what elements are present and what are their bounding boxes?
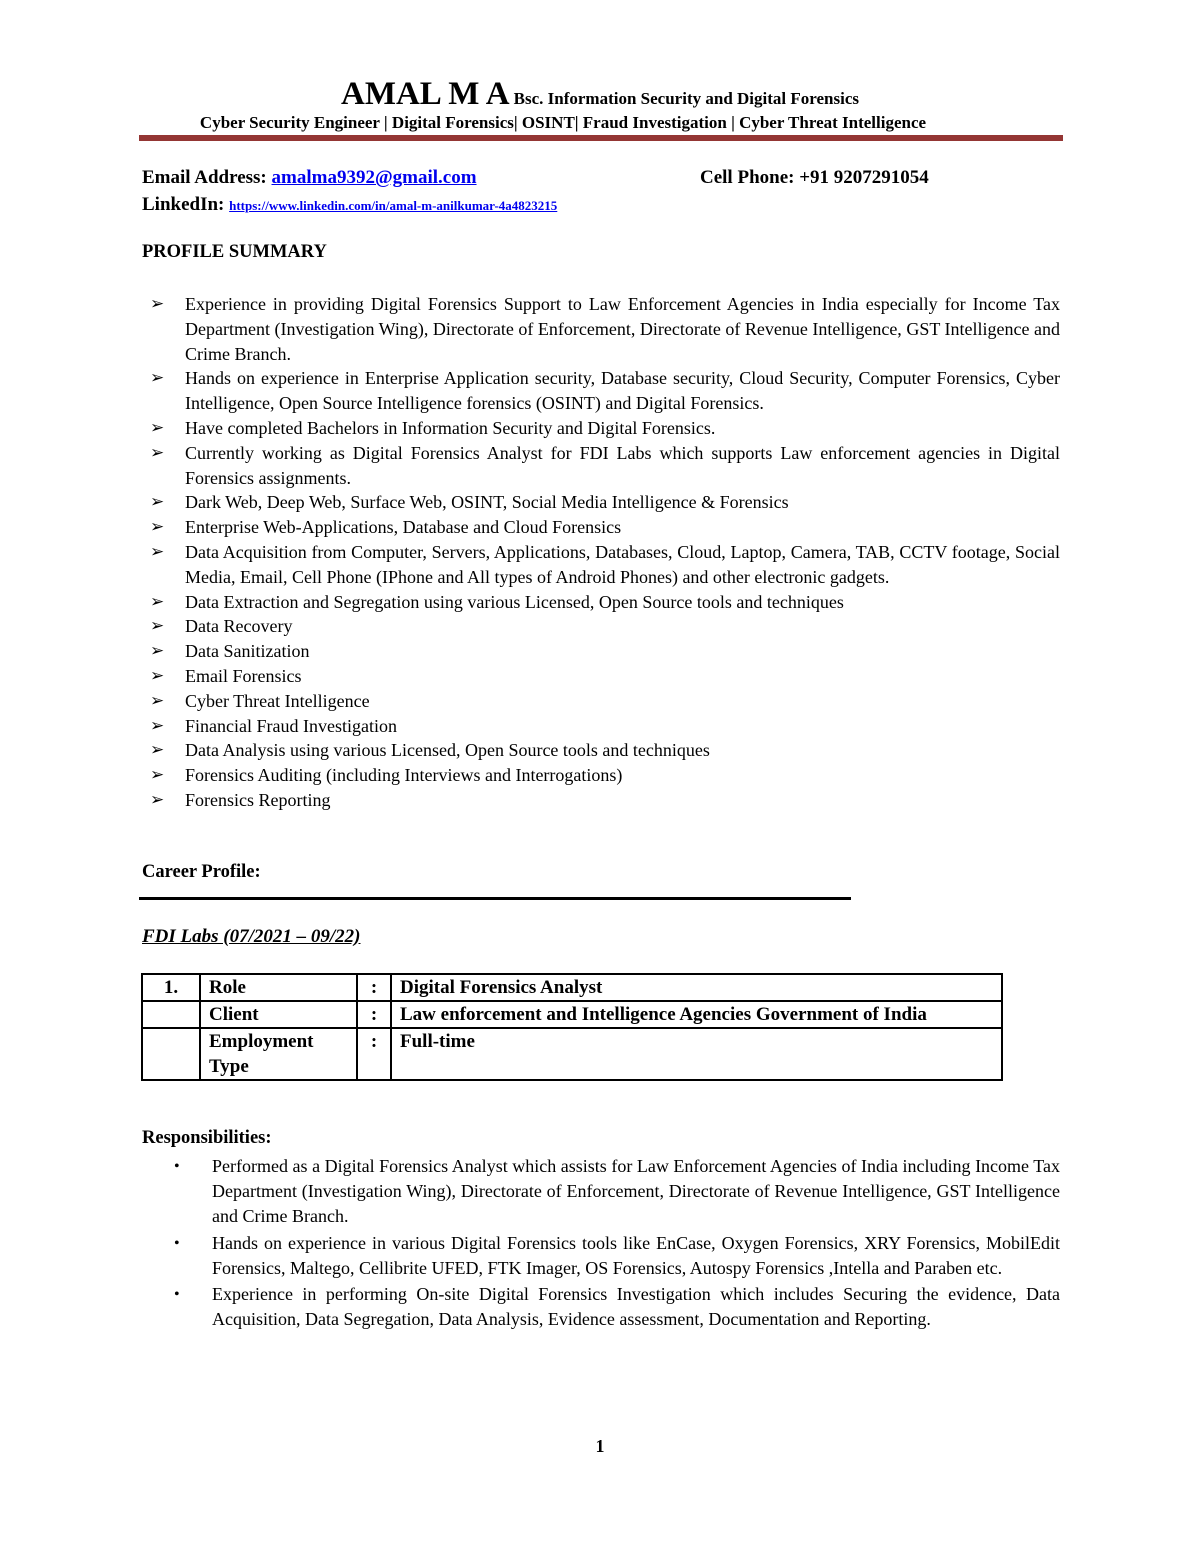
list-item — [150, 689, 1060, 714]
email-link[interactable]: amalma9392@gmail.com — [271, 167, 477, 188]
list-item — [150, 540, 1060, 590]
list-item — [150, 639, 1060, 664]
arrow-bullet-icon: ➢ — [150, 665, 165, 685]
list-item-text: Data Analysis using various Licensed, Open Source tools and techniques — [185, 740, 710, 761]
responsibilities-heading: Responsibilities: — [142, 1128, 272, 1148]
resume-header — [0, 76, 1200, 113]
arrow-bullet-icon: ➢ — [150, 294, 165, 313]
row-value: Full-time — [391, 1028, 1002, 1080]
list-item-text: Data Acquisition from Computer, Servers, Applications, Databases, Cloud, Laptop, Camera, TAB, CCTV footage, Social Media, Email, Cell Phone (IPhone and All types of Android Phones) and other electronic gadgets. — [185, 541, 1060, 587]
list-item — [150, 664, 1060, 689]
list-item — [150, 738, 1060, 763]
linkedin-label: LinkedIn: — [142, 194, 225, 215]
list-item-text: Have completed Bachelors in Information Security and Digital Forensics. — [185, 417, 716, 438]
arrow-bullet-icon: ➢ — [150, 789, 165, 809]
arrow-bullet-icon: ➢ — [150, 715, 165, 735]
profile-summary-heading: PROFILE SUMMARY — [142, 242, 327, 262]
arrow-bullet-icon: ➢ — [150, 765, 165, 785]
list-item-text: Data Extraction and Segregation using various Licensed, Open Source tools and techniques — [185, 591, 844, 612]
row-separator: : — [357, 1001, 391, 1028]
list-item-text: Hands on experience in Enterprise Application security, Database security, Cloud Security, Computer Forensics, Cyber Intelligence, Open Source Intelligence forensics (OSINT) and Digital Forensics. — [185, 368, 1060, 414]
email-line — [142, 167, 477, 189]
role-table — [141, 973, 1003, 1081]
arrow-bullet-icon: ➢ — [150, 541, 165, 561]
row-value: Law enforcement and Intelligence Agencies Government of India — [391, 1001, 1002, 1028]
arrow-bullet-icon: ➢ — [150, 517, 165, 537]
responsibilities-list — [172, 1154, 1060, 1333]
arrow-bullet-icon: ➢ — [150, 417, 165, 437]
row-label: Employment Type — [200, 1028, 357, 1080]
list-item-text: Currently working as Digital Forensics Analyst for FDI Labs which supports Law enforcement agencies in Digital Forensics assignments. — [185, 442, 1060, 488]
list-item — [150, 590, 1060, 615]
email-label: Email Address: — [142, 167, 267, 188]
list-item — [150, 614, 1060, 639]
list-item-text: Email Forensics — [185, 665, 302, 686]
list-item-text: Financial Fraud Investigation — [185, 715, 397, 736]
arrow-bullet-icon: ➢ — [150, 740, 165, 760]
list-item — [150, 763, 1060, 788]
row-separator: : — [357, 1028, 391, 1080]
dot-bullet-icon: • — [174, 1158, 180, 1175]
list-item-text: Hands on experience in various Digital Forensics tools like EnCase, Oxygen Forensics, XRY Forensics, MobilEdit Forensics, Maltego, Cellibrite UFED, FTK Imager, OS Forensics, Autospy Forensics ,Intella and Paraben etc. — [212, 1232, 1060, 1278]
list-item — [150, 788, 1060, 813]
row-label: Role — [200, 974, 357, 1001]
arrow-bullet-icon: ➢ — [150, 690, 165, 710]
profile-summary-list — [150, 292, 1060, 813]
list-item — [172, 1282, 1060, 1332]
headline-skills: Cyber Security Engineer | Digital Forensics| OSINT| Fraud Investigation | Cyber Threat Intelligence — [199, 113, 927, 132]
list-item — [150, 515, 1060, 540]
list-item — [172, 1231, 1060, 1281]
list-item — [150, 292, 1060, 366]
list-item-text: Cyber Threat Intelligence — [185, 690, 370, 711]
list-item — [150, 441, 1060, 491]
arrow-bullet-icon: ➢ — [150, 368, 165, 388]
list-item — [172, 1154, 1060, 1230]
dot-bullet-icon: • — [174, 1234, 180, 1252]
list-item — [150, 490, 1060, 515]
arrow-bullet-icon: ➢ — [150, 616, 165, 636]
list-item-text: Experience in providing Digital Forensics Support to Law Enforcement Agencies in India especially for Income Tax Department (Investigation Wing), Directorate of Enforcement, Directorate of Revenue Intelligence, GST Intelligence and Crime Branch. — [185, 294, 1060, 364]
row-number: 1. — [142, 974, 200, 1001]
list-item — [150, 366, 1060, 416]
arrow-bullet-icon: ➢ — [150, 442, 165, 462]
arrow-bullet-icon: ➢ — [150, 492, 165, 512]
dot-bullet-icon: • — [174, 1286, 180, 1304]
list-item-text: Data Recovery — [185, 616, 293, 637]
list-item-text: Forensics Auditing (including Interviews and Interrogations) — [185, 765, 623, 786]
list-item-text: Performed as a Digital Forensics Analyst which assists for Law Enforcement Agencies of India including Income Tax Department (Investigation Wing), Directorate of Enforcement, Directorate of Revenue Intelligence, GST Intelligence and Crime Branch. — [212, 1156, 1060, 1227]
linkedin-link[interactable]: https://www.linkedin.com/in/amal-m-anilkumar-4a4823215 — [229, 198, 558, 213]
list-item-text: Experience in performing On-site Digital Forensics Investigation which includes Securing the evidence, Data Acquisition, Data Segregation, Data Analysis, Evidence assessment, Documentation and Reporting. — [212, 1284, 1060, 1330]
company-title: FDI Labs (07/2021 – 09/22) — [142, 926, 361, 947]
list-item-text: Enterprise Web-Applications, Database and Cloud Forensics — [185, 517, 622, 538]
page-number: 1 — [595, 1436, 605, 1456]
linkedin-line — [142, 194, 557, 216]
list-item-text: Forensics Reporting — [185, 789, 331, 810]
row-separator: : — [357, 974, 391, 1001]
header-divider — [139, 135, 1063, 141]
row-number — [142, 1028, 200, 1080]
candidate-degree: Bsc. Information Security and Digital Forensics — [513, 89, 860, 108]
career-profile-heading: Career Profile: — [142, 862, 261, 882]
list-item — [150, 714, 1060, 739]
candidate-name: AMAL M A — [340, 76, 510, 112]
arrow-bullet-icon: ➢ — [150, 641, 165, 661]
phone-line: Cell Phone: +91 9207291054 — [700, 167, 929, 188]
list-item — [150, 416, 1060, 441]
table-row — [142, 1001, 1002, 1028]
list-item-text: Dark Web, Deep Web, Surface Web, OSINT, Social Media Intelligence & Forensics — [185, 492, 789, 513]
arrow-bullet-icon: ➢ — [150, 591, 165, 611]
career-divider — [139, 897, 851, 900]
table-row — [142, 1028, 1002, 1080]
row-number — [142, 1001, 200, 1028]
list-item-text: Data Sanitization — [185, 641, 310, 662]
row-label: Client — [200, 1001, 357, 1028]
row-value: Digital Forensics Analyst — [391, 974, 1002, 1001]
table-row — [142, 974, 1002, 1001]
